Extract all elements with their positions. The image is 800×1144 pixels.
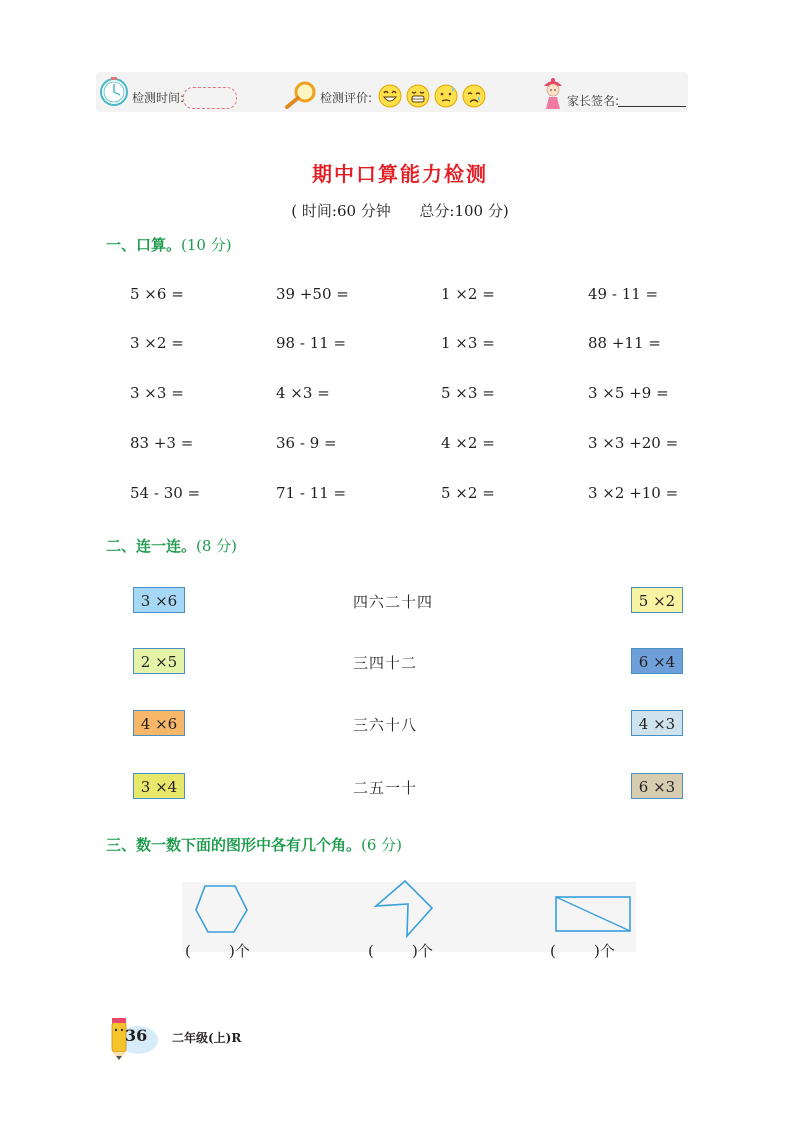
clock-icon — [98, 76, 130, 108]
calc-item: 5 ×2 = — [441, 484, 495, 502]
smiley-sweat-icon[interactable] — [433, 83, 459, 109]
section3-title — [106, 834, 402, 855]
section2-title — [106, 535, 237, 556]
calc-item: 98 - 11 = — [276, 334, 347, 352]
calc-item: 3 ×3 +20 = — [588, 434, 679, 452]
page-title: 期中口算能力检测 — [312, 162, 488, 186]
calc-item: 4 ×2 = — [441, 434, 495, 452]
concave-shape — [372, 878, 438, 938]
calc-item: 5 ×3 = — [441, 384, 495, 402]
girl-icon — [540, 76, 566, 110]
match-right-chip[interactable]: 5 ×2 — [631, 587, 683, 613]
smiley-teeth-icon[interactable] — [405, 83, 431, 109]
match-right-chip[interactable]: 6 ×3 — [631, 773, 683, 799]
rectangle-diagonal-shape — [554, 895, 634, 933]
calc-item: 39 +50 = — [276, 285, 349, 303]
section1-points: (10 分) — [181, 236, 232, 254]
match-left-chip[interactable]: 4 ×6 — [133, 710, 185, 736]
calc-item: 49 - 11 = — [588, 285, 659, 303]
answer-blank[interactable]: ( )个 — [368, 942, 433, 960]
calc-item: 5 ×6 = — [130, 285, 184, 303]
section2-heading: 二、连一连。 — [106, 537, 197, 555]
calc-item: 83 +3 = — [130, 434, 194, 452]
match-middle-text: 四六二十四 — [353, 593, 434, 611]
parent-sign-line[interactable] — [618, 106, 686, 107]
match-left-chip[interactable]: 2 ×5 — [133, 648, 185, 674]
section2-points: (8 分) — [196, 537, 238, 555]
smiley-grin-icon[interactable] — [377, 83, 403, 109]
grade-label: 二年级(上)R — [172, 1031, 242, 1045]
calc-item: 88 +11 = — [588, 334, 661, 352]
calc-item: 71 - 11 = — [276, 484, 347, 502]
calc-item: 4 ×3 = — [276, 384, 330, 402]
match-middle-text: 二五一十 — [353, 779, 418, 797]
calc-item: 3 ×2 = — [130, 334, 184, 352]
calc-item: 1 ×3 = — [441, 334, 495, 352]
match-middle-text: 三六十八 — [353, 716, 418, 734]
page-subtitle: ( 时间:60 分钟 总分:100 分) — [291, 202, 509, 220]
match-left-chip[interactable]: 3 ×6 — [133, 587, 185, 613]
smiley-cry-icon[interactable] — [461, 83, 487, 109]
section3-heading: 三、数一数下面的图形中各有几个角。 — [106, 836, 362, 854]
time-label: 检测时间: — [132, 91, 185, 105]
match-right-chip[interactable]: 4 ×3 — [631, 710, 683, 736]
hexagon-shape — [192, 882, 252, 934]
parent-sign-label: 家长签名: — [567, 94, 620, 108]
time-input-box[interactable] — [183, 87, 237, 109]
calc-item: 54 - 30 = — [130, 484, 201, 502]
calc-item: 36 - 9 = — [276, 434, 337, 452]
page-number: 36 — [125, 1026, 148, 1045]
match-left-chip[interactable]: 3 ×4 — [133, 773, 185, 799]
magnifier-icon — [283, 80, 319, 110]
calc-item: 1 ×2 = — [441, 285, 495, 303]
calc-item: 3 ×3 = — [130, 384, 184, 402]
match-middle-text: 三四十二 — [353, 654, 418, 672]
calc-item: 3 ×5 +9 = — [588, 384, 669, 402]
eval-label: 检测评价: — [320, 91, 373, 105]
answer-blank[interactable]: ( )个 — [185, 942, 250, 960]
calc-item: 3 ×2 +10 = — [588, 484, 679, 502]
answer-blank[interactable]: ( )个 — [550, 942, 615, 960]
section3-points: (6 分) — [361, 836, 403, 854]
section1-title — [106, 234, 232, 255]
match-right-chip[interactable]: 6 ×4 — [631, 648, 683, 674]
section1-heading: 一、口算。 — [106, 236, 182, 254]
